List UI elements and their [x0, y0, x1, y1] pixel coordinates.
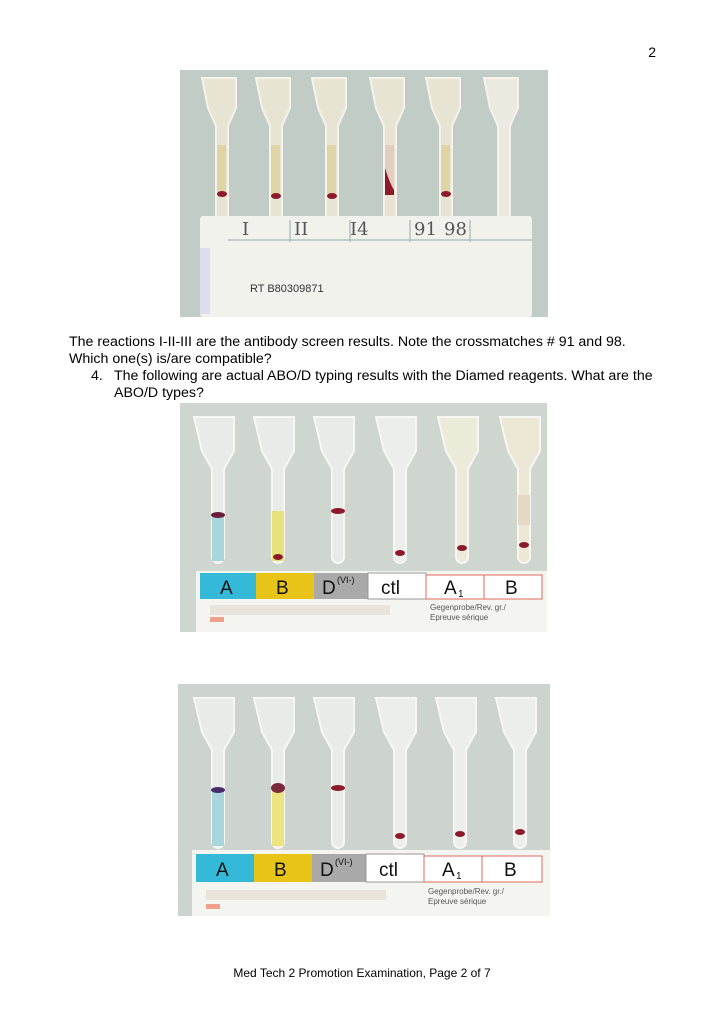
- page-number: 2: [648, 44, 656, 60]
- reagent-label-a1: A: [442, 860, 455, 881]
- reagent-label-b: B: [276, 578, 289, 599]
- reagent-label-a: A: [216, 860, 229, 881]
- reverse-group-line-2: Epreuve sérique: [428, 897, 487, 906]
- gel-card-photo-screen: [180, 70, 548, 317]
- reverse-group-line-1: Gegenprobe/Rev. gr./: [430, 603, 506, 612]
- handwritten-label-iii: I4: [350, 219, 369, 240]
- reagent-label-ctl: ctl: [379, 860, 398, 881]
- gel-card-photo-abo-1: [180, 403, 547, 632]
- reagent-label-a1: A: [444, 578, 457, 599]
- reagent-label-b-reverse: B: [504, 860, 517, 881]
- reagent-label-d: D: [322, 578, 336, 599]
- reagent-label-d-sup: (VI-): [337, 575, 355, 585]
- rt-number: RT B80309871: [250, 283, 324, 295]
- page-footer: Med Tech 2 Promotion Examination, Page 2 of 7: [233, 966, 491, 980]
- handwritten-label-91: 91: [414, 219, 437, 240]
- reagent-label-d-sup: (VI-): [335, 857, 353, 867]
- reagent-label-b: B: [274, 860, 287, 881]
- reagent-label-a1-sub: 1: [456, 871, 462, 882]
- handwritten-label-98: 98: [444, 219, 467, 240]
- handwritten-label-ii: II: [294, 219, 309, 240]
- reagent-label-d: D: [320, 860, 334, 881]
- handwritten-label-i: I: [242, 219, 250, 240]
- question-4-text: The following are actual ABO/D typing results with the Diamed reagents. What are the ABO/D types?: [114, 368, 653, 401]
- reagent-label-ctl: ctl: [381, 578, 400, 599]
- reagent-label-a1-sub: 1: [458, 589, 464, 600]
- reagent-label-a: A: [220, 578, 233, 599]
- antibody-screen-paragraph: The reactions I-II-III are the antibody screen results. Note the crossmatches # 91 and 98. Which one(s) is/are compatible?: [69, 334, 626, 367]
- reagent-label-b-reverse: B: [505, 578, 518, 599]
- gel-card-photo-abo-2: [178, 684, 550, 916]
- reverse-group-line-1: Gegenprobe/Rev. gr./: [428, 887, 504, 896]
- reverse-group-line-2: Epreuve sérique: [430, 613, 489, 622]
- question-4-number: 4.: [91, 368, 103, 384]
